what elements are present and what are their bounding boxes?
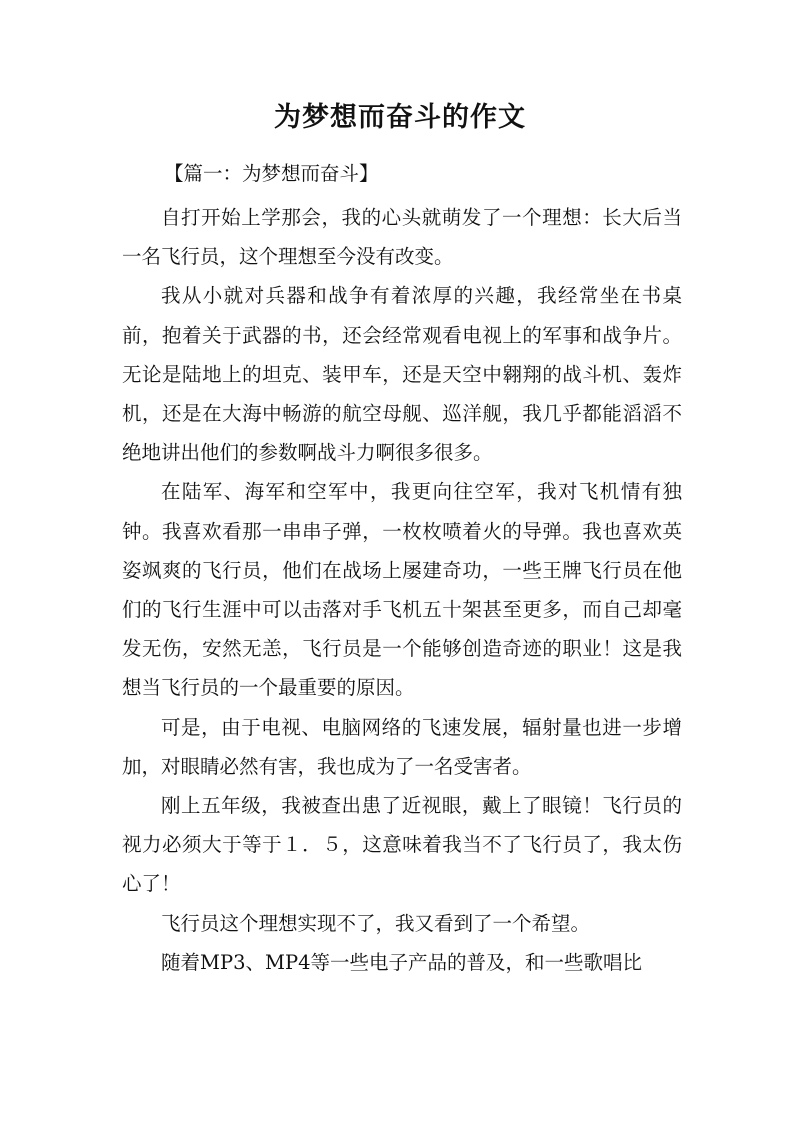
paragraph: 飞行员这个理想实现不了，我又看到了一个希望。 [161,911,591,935]
paragraph: 在陆军、海军和空军中，我更向往空军，我对飞机情有独钟。我喜欢看那一串串子弹，一枚枚喷着火的导弹。我也喜欢英姿飒爽的飞行员，他们在战场上屡建奇功，一些王牌飞行员在他们的飞行生涯中可以击落对手飞机五十架甚至更多，而自己却毫发无伤，安然无恙，飞行员是一个能够创造奇迹的职业！这是我想当飞行员的一个最重要的原因。 [122,480,682,700]
section-heading: 【篇一：为梦想而奋斗】 [164,162,379,185]
document-body [122,198,682,982]
paragraph: 刚上五年级，我被查出患了近视眼，戴上了眼镜！飞行员的视力必须大于等于１．５，这意味着我当不了飞行员了，我太伤心了！ [122,794,682,896]
paragraph: 随着MP3、MP4等一些电子产品的普及，和一些歌唱比 [161,950,642,974]
paragraph: 自打开始上学那会，我的心头就萌发了一个理想：长大后当一名飞行员，这个理想至今没有改变。 [122,206,682,269]
paragraph: 我从小就对兵器和战争有着浓厚的兴趣，我经常坐在书桌前，抱着关于武器的书，还会经常观看电视上的军事和战争片。无论是陆地上的坦克、装甲车，还是天空中翱翔的战斗机、轰炸机，还是在大海中畅游的航空母舰、巡洋舰，我几乎都能滔滔不绝地讲出他们的参数啊战斗力啊很多很多。 [122,284,682,465]
paragraph: 可是，由于电视、电脑网络的飞速发展，辐射量也进一步增加，对眼睛必然有害，我也成为了一名受害者。 [122,715,682,778]
document-title: 为梦想而奋斗的作文 [274,102,526,133]
